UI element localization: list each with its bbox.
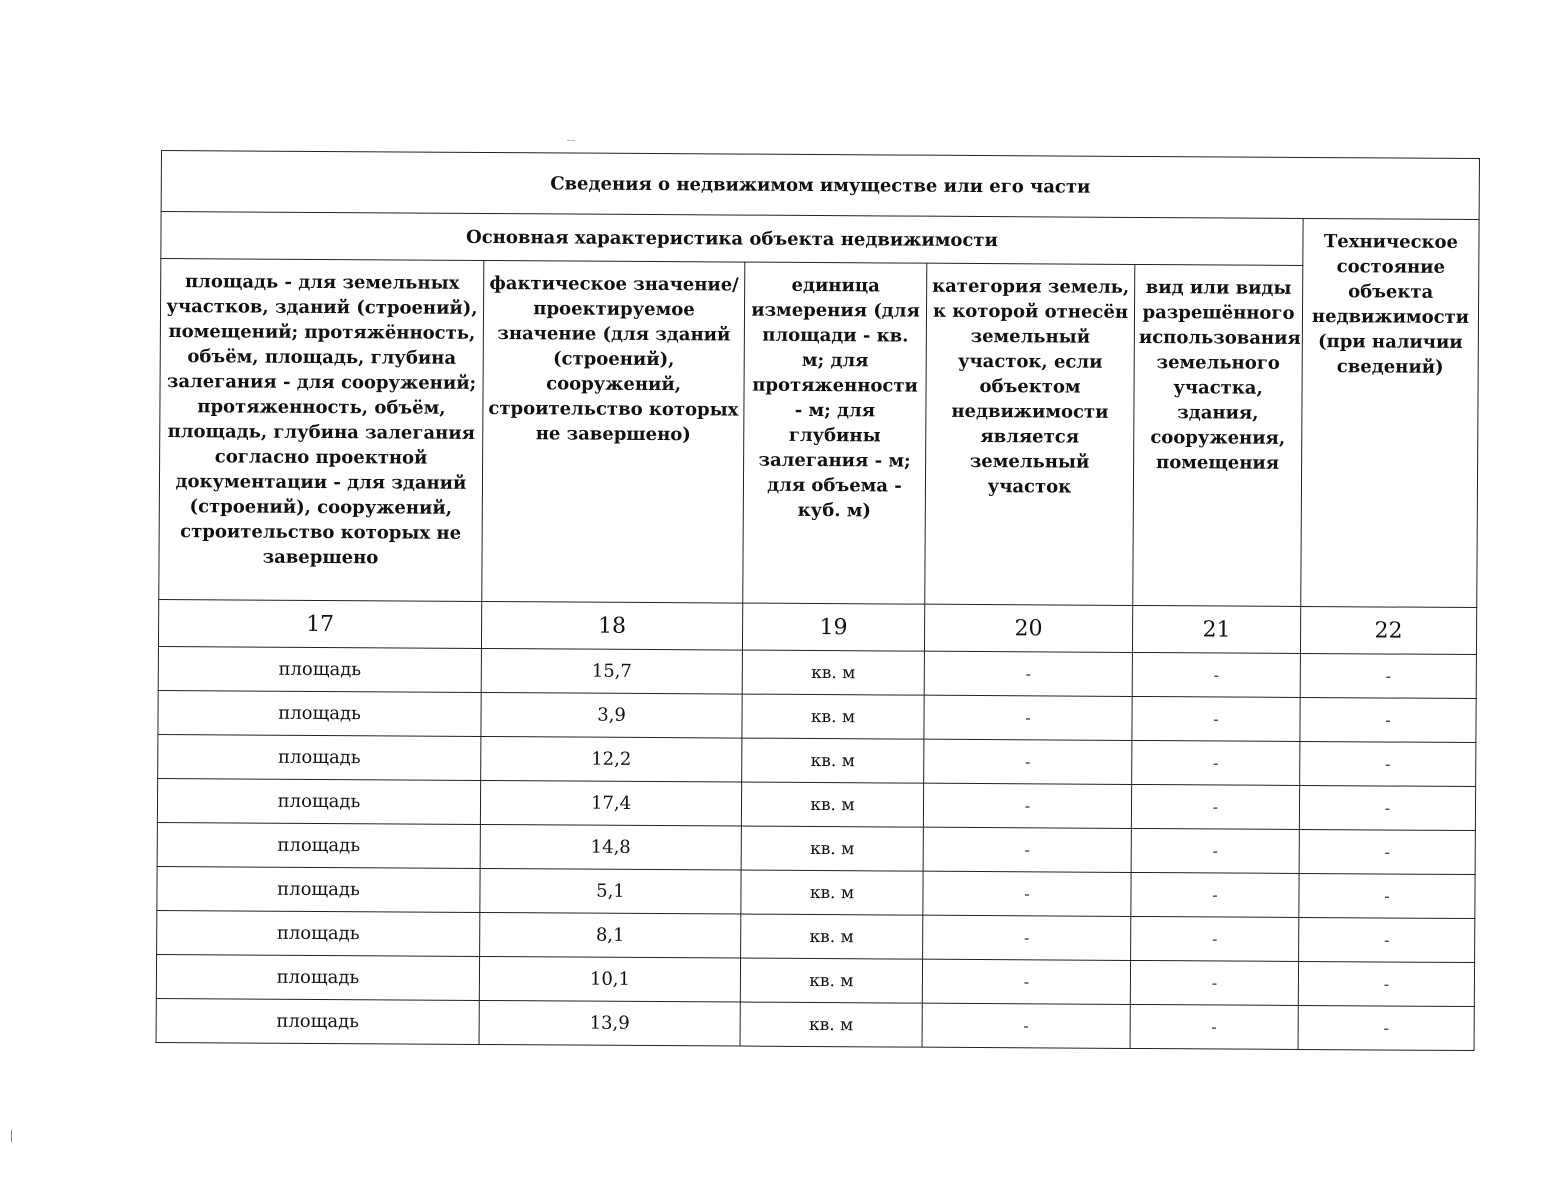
permitted-use-cell: - [1131, 828, 1299, 873]
permitted-use-cell: - [1130, 1004, 1298, 1049]
column-header-unit: единица измерения (для площади - кв. м; для протяженности - м; для глубины залегания - м; для объема - куб. м) [743, 262, 927, 604]
unit-cell: кв. м [741, 914, 923, 959]
area-label: площадь [156, 998, 479, 1044]
column-number: 19 [742, 603, 924, 651]
land-category-cell: - [923, 915, 1131, 960]
table-subtitle-row [161, 212, 1479, 267]
permitted-use-cell: - [1130, 960, 1298, 1005]
area-label: площадь [157, 866, 480, 912]
table-subtitle: Основная характеристика объекта недвижимости [161, 212, 1303, 266]
unit-cell: кв. м [741, 782, 923, 827]
unit-cell: кв. м [741, 870, 923, 915]
column-number-row [158, 599, 1476, 654]
unit-cell: кв. м [740, 1002, 922, 1047]
area-value: 13,9 [479, 1000, 740, 1046]
area-label: площадь [158, 734, 481, 780]
column-number: 21 [1132, 605, 1300, 653]
tech-state-cell: - [1298, 1005, 1474, 1050]
area-value: 17,4 [480, 780, 741, 826]
land-category-cell: - [923, 827, 1131, 872]
tech-state-cell: - [1299, 917, 1475, 962]
scan-mark [567, 140, 575, 141]
area-value: 14,8 [480, 824, 741, 870]
permitted-use-cell: - [1131, 784, 1299, 829]
unit-cell: кв. м [742, 694, 924, 739]
land-category-cell: - [924, 739, 1132, 784]
area-value: 3,9 [481, 692, 742, 738]
permitted-use-cell: - [1131, 916, 1299, 961]
column-number: 18 [481, 601, 742, 650]
area-label: площадь [157, 910, 480, 956]
property-info-table [156, 150, 1480, 1051]
tech-state-cell: - [1299, 829, 1475, 874]
unit-cell: кв. м [741, 826, 923, 871]
column-header-area: площадь - для земельных участков, зданий (строений), помещений; протяжённость, объём, площадь, глубина залегания - для сооружений; протяженность, объём, площадь, глубина залегания согласно проектной документации - для зданий (строений), сооружений, строительство которых не завершено [159, 259, 484, 602]
unit-cell: кв. м [742, 650, 924, 695]
permitted-use-cell: - [1131, 872, 1299, 917]
column-header-row [159, 259, 1479, 608]
permitted-use-cell: - [1132, 696, 1300, 741]
table-title-row [161, 151, 1479, 220]
area-label: площадь [157, 822, 480, 868]
area-label: площадь [156, 954, 479, 1000]
tech-state-cell: - [1300, 697, 1476, 742]
table-row [156, 998, 1474, 1050]
scan-mark [11, 1130, 12, 1142]
tech-state-cell: - [1298, 961, 1474, 1006]
permitted-use-cell: - [1132, 740, 1300, 785]
tech-state-cell: - [1300, 741, 1476, 786]
tech-state-cell: - [1299, 873, 1475, 918]
column-header-value: фактическое значение/проектируемое значение (для зданий (строений), сооружений, строительство которых не завершено) [482, 260, 745, 603]
column-header-land-category: категория земель, к которой отнесён земельный участок, если объектом недвижимости является земельный участок [925, 263, 1135, 605]
column-number: 20 [924, 604, 1132, 652]
tech-state-header: Техническое состояние объекта недвижимости (при наличии сведений) [1301, 218, 1479, 607]
area-label: площадь [158, 690, 481, 736]
land-category-cell: - [924, 651, 1132, 696]
area-label: площадь [158, 646, 481, 692]
area-value: 15,7 [481, 648, 742, 694]
land-category-cell: - [924, 695, 1132, 740]
column-number: 22 [1300, 606, 1476, 654]
unit-cell: кв. м [740, 958, 922, 1003]
unit-cell: кв. м [742, 738, 924, 783]
table-title: Сведения о недвижимом имуществе или его части [161, 151, 1479, 220]
permitted-use-cell: - [1132, 652, 1300, 697]
land-category-cell: - [922, 1003, 1130, 1048]
land-category-cell: - [923, 783, 1131, 828]
column-header-permitted-use: вид или виды разрешённого использования земельного участка, здания, сооружения, помещения [1133, 264, 1303, 606]
area-value: 10,1 [479, 956, 740, 1002]
area-value: 12,2 [481, 736, 742, 782]
land-category-cell: - [922, 959, 1130, 1004]
land-category-cell: - [923, 871, 1131, 916]
tech-state-cell: - [1300, 653, 1476, 698]
area-value: 8,1 [480, 912, 741, 958]
tech-state-cell: - [1299, 785, 1475, 830]
column-number: 17 [158, 599, 481, 648]
area-label: площадь [157, 778, 480, 824]
area-value: 5,1 [480, 868, 741, 914]
